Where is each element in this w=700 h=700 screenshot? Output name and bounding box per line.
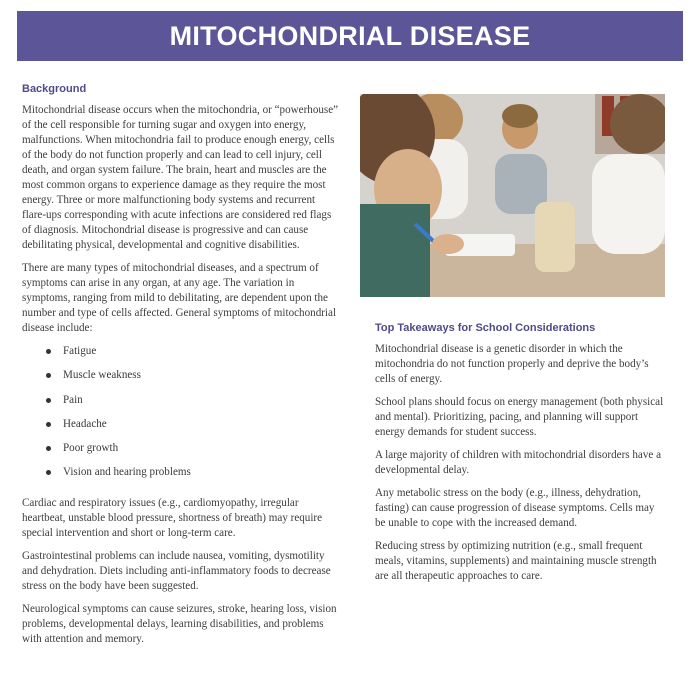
- list-item: [46, 393, 340, 417]
- symptom-label: Muscle weakness: [63, 369, 141, 382]
- symptom-label: Vision and hearing problems: [63, 466, 191, 479]
- bullet-icon: [46, 422, 51, 427]
- bullet-icon: [46, 470, 51, 475]
- background-heading: Background: [22, 83, 87, 95]
- symptom-label: Poor growth: [63, 442, 119, 455]
- takeaway-paragraph: A large majority of children with mitochondrial disorders have a developmental delay.: [375, 449, 661, 476]
- symptom-detail-paragraph: Gastrointestinal problems can include nausea, vomiting, dysmotility and dehydration. Diets including anti-inflammatory foods to decrease stress on the body have been suggested.: [22, 549, 331, 592]
- list-item: [46, 465, 340, 489]
- bullet-icon: [46, 446, 51, 451]
- symptom-label: Fatigue: [63, 345, 97, 357]
- takeaways-section: [375, 322, 665, 592]
- symptom-label: Pain: [63, 393, 83, 406]
- takeaway-paragraph: Reducing stress by optimizing nutrition (e.g., small frequent meals, vitamins, supplements) and maintaining muscle strength are all therapeutic approaches to care.: [375, 540, 657, 582]
- page-title: MITOCHONDRIAL DISEASE: [169, 20, 531, 51]
- bullet-icon: [46, 349, 51, 354]
- bullet-icon: [46, 373, 51, 378]
- symptom-label: Headache: [63, 417, 107, 430]
- background-section: [22, 80, 340, 655]
- list-item: [46, 368, 340, 392]
- takeaway-paragraph: Any metabolic stress on the body (e.g., illness, dehydration, fasting) can cause progression of disease symptoms. Cells may be unable to cope with the increased demand.: [375, 487, 655, 529]
- symptom-detail-paragraph: Neurological symptoms can cause seizures, stroke, hearing loss, vision problems, developmental delays, learning disabilities, and problems with attention and memory.: [22, 602, 337, 645]
- background-paragraph: There are many types of mitochondrial diseases, and a spectrum of symptoms can arise in any organ, at any age. The variation in symptoms, ranging from mild to debilitating, are dependent upon the number and type of cells affected. General symptoms of mitochondrial disease include:: [22, 262, 337, 334]
- takeaway-paragraph: Mitochondrial disease is a genetic disorder in which the mitochondria do not function properly and deprive the body’s cells of energy.: [375, 343, 649, 385]
- takeaway-paragraph: School plans should focus on energy management (both physical and mental). Prioritizing, pacing, and planning will support energy demands for student success.: [375, 396, 664, 438]
- list-item: [46, 441, 340, 465]
- symptom-detail-paragraph: Cardiac and respiratory issues (e.g., cardiomyopathy, irregular heartbeat, unstable blood pressure, shortness of breath) may require special intervention and short or long-term care.: [22, 496, 323, 539]
- classroom-photo: [360, 94, 665, 297]
- classroom-illustration: [360, 94, 665, 297]
- list-item: [46, 344, 340, 368]
- bullet-icon: [46, 398, 51, 403]
- symptom-list: [46, 344, 340, 490]
- title-banner: [17, 11, 683, 61]
- list-item: [46, 417, 340, 441]
- takeaways-heading: Top Takeaways for School Considerations: [375, 322, 596, 334]
- background-paragraph: Mitochondrial disease occurs when the mitochondria, or “powerhouse” of the cell responsible for turning sugar and oxygen into energy, malfunctions. When mitochondria fail to produce enough energy, cells of the body do not function properly and can lead to cell injury, cell death, and organ system failure. The brain, heart and muscles are the most common organs to experience damage as they require the most energy. Three or more malfunctioning body systems and recurrent flare-ups corresponding with acute infections are considered red flags of diagnosis. Mitochondrial disease is progressive and can cause debilitating physical, developmental and cognitive disabilities.: [22, 104, 339, 251]
